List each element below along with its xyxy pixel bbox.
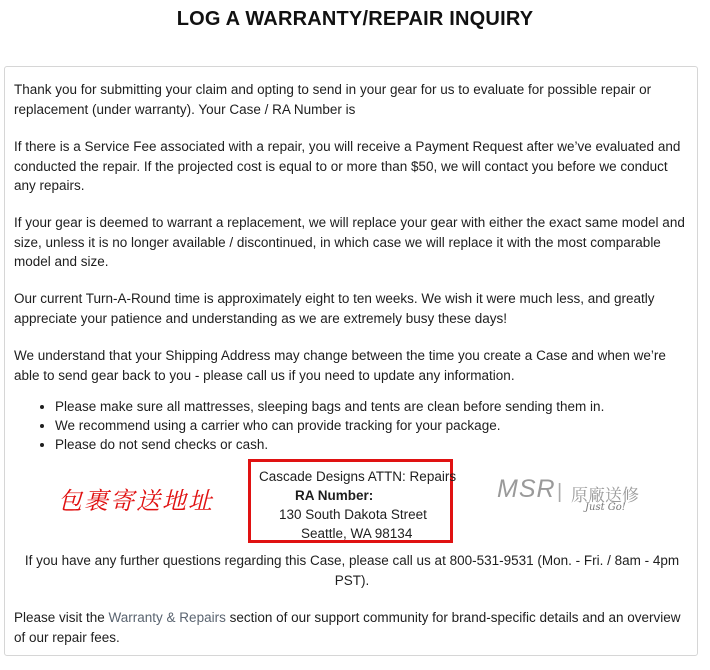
instructions-list	[14, 397, 710, 454]
shipping-address-box	[248, 459, 457, 543]
turnaround-paragraph: Our current Turn-A-Round time is approximately eight to ten weeks. We wish it were much less, and greatly appreciate your patience and understanding as we are extremely busy these days!	[14, 291, 655, 326]
support-paragraph	[14, 608, 690, 647]
list-item: • Please make sure all mattresses, sleeping bags and tents are clean before sending them in.	[55, 397, 710, 416]
logo-signature: Just Go!	[585, 502, 626, 513]
contact-info: If you have any further questions regarding this Case, please call us at 800-531-9531 (Mon. - Fri. / 8am - 4pm PST).	[24, 553, 680, 588]
address-city: Seattle, WA 98134	[301, 526, 413, 541]
warranty-repairs-link[interactable]: Warranty & Repairs	[108, 610, 226, 625]
shipping-address-paragraph: We understand that your Shipping Address may change between the time you create a Case and when we’re able to send gear back to you - please call us if you need to update any information.	[14, 348, 666, 383]
msr-repair-logo	[497, 475, 667, 520]
support-text-before: Please visit the	[14, 610, 109, 625]
list-item: • Please do not send checks or cash.	[55, 435, 710, 454]
handwritten-shipping-note: 包裹寄送地址	[58, 487, 214, 515]
logo-divider: |	[557, 481, 563, 503]
address-recipient: Cascade Designs ATTN: Repairs	[259, 469, 457, 484]
logo-brand: MSR	[497, 475, 556, 503]
replacement-paragraph: If your gear is deemed to warrant a replacement, we will replace your gear with either the exact same model and size, unless it is no longer available / discontinued, in which case we will replace it with the most comparable model and size.	[14, 215, 685, 269]
page-title: LOG A WARRANTY/REPAIR INQUIRY	[176, 8, 534, 30]
list-item: • We recommend using a carrier who can provide tracking for your package.	[55, 416, 710, 435]
address-ra-number: RA Number:	[295, 488, 374, 503]
intro-paragraph: Thank you for submitting your claim and opting to send in your gear for us to evaluate for possible repair or replacement (under warranty). Your Case / RA Number is	[14, 82, 652, 117]
logo-chinese-text: 原廠送修	[571, 486, 639, 505]
support-text-after: section of our support community for brand-specific details and an overview of our repair fees.	[14, 610, 681, 645]
service-fee-paragraph: If there is a Service Fee associated with a repair, you will receive a Payment Request after we’ve evaluated and conducted the repair. If the projected cost is equal to or more than $50, we will contact you before we conduct any repairs.	[14, 139, 681, 193]
address-street: 130 South Dakota Street	[279, 507, 427, 522]
